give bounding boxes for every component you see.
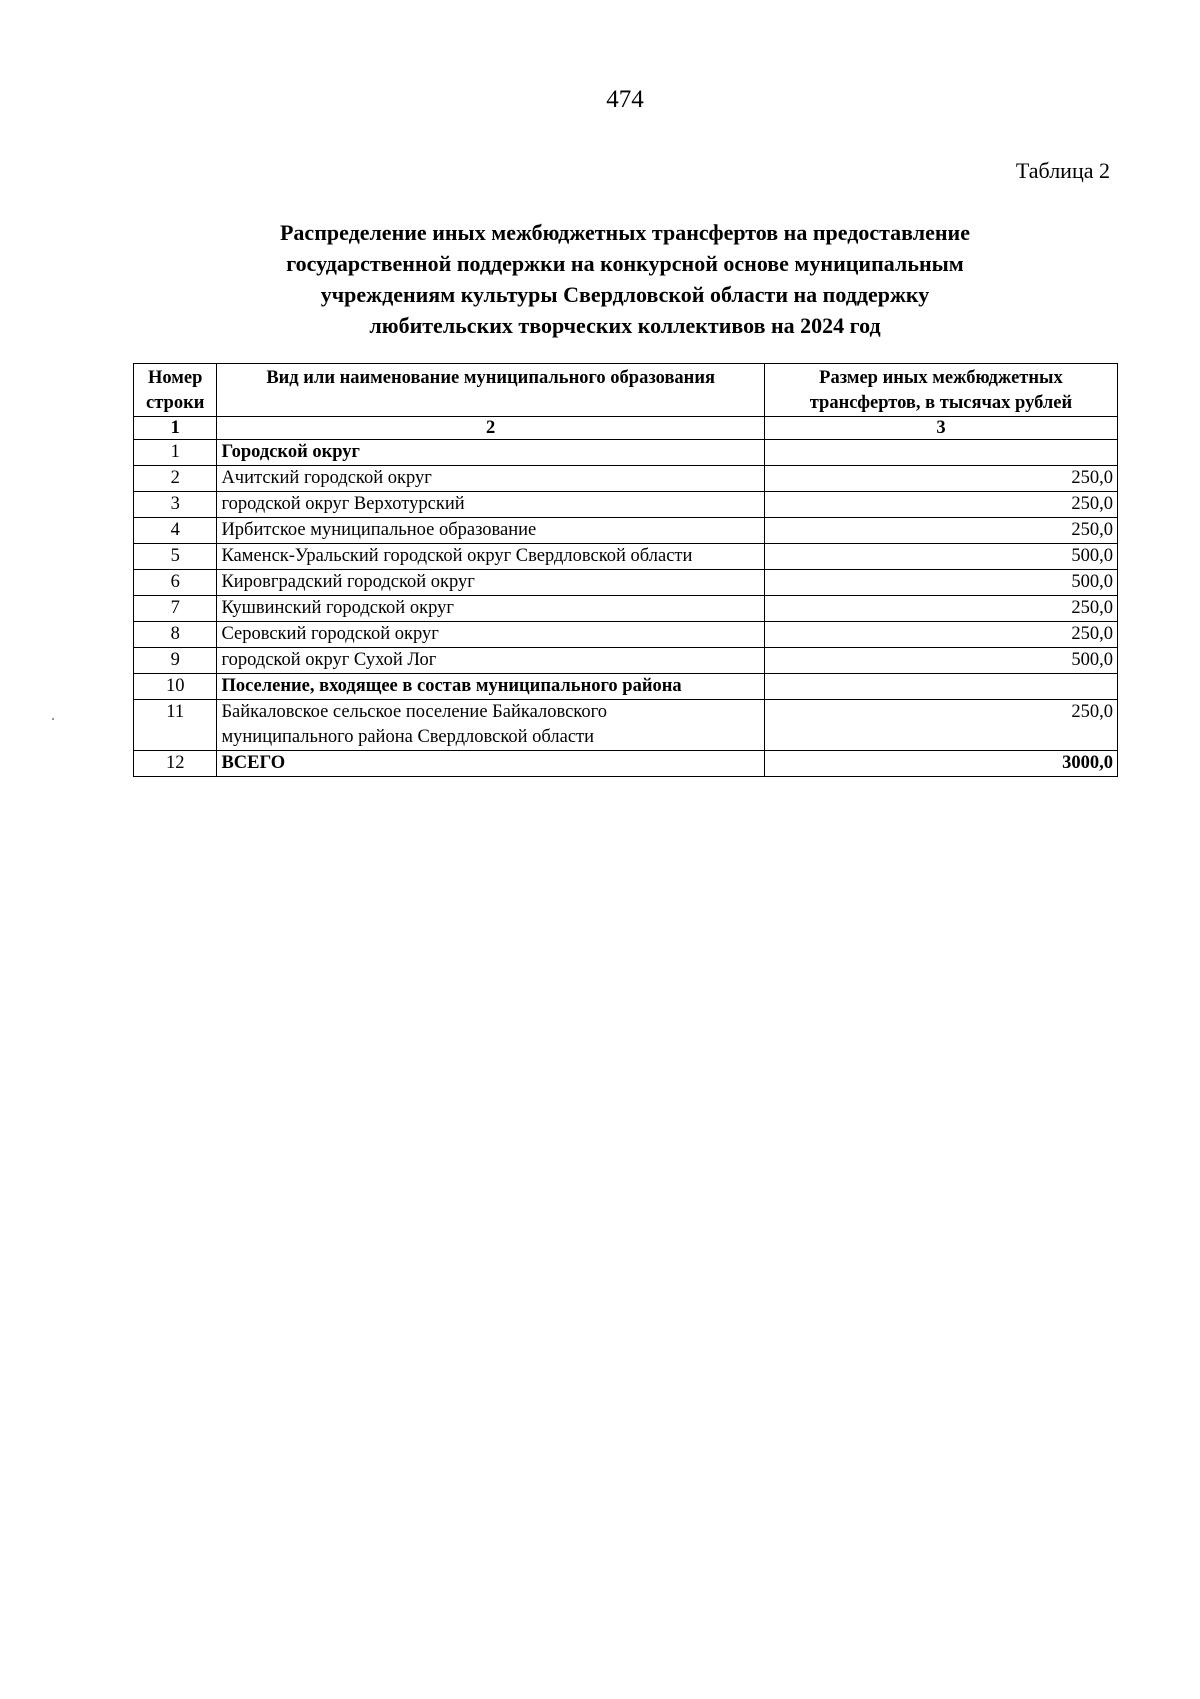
row-number-cell: 9 [134, 648, 217, 674]
column-number: 3 [764, 417, 1117, 440]
table-row [134, 700, 1118, 751]
table-row [134, 570, 1118, 596]
table-label: Таблица 2 [1015, 158, 1110, 183]
title-line: государственной поддержки на конкурсной основе муниципальным [286, 251, 964, 276]
municipality-name-cell: Кушвинский городской округ [217, 596, 764, 622]
table-row [134, 492, 1118, 518]
amount-cell: 500,0 [764, 544, 1117, 570]
header-row-number [134, 364, 217, 417]
column-numbers-row [134, 417, 1118, 440]
table-row [134, 596, 1118, 622]
amount-cell: 250,0 [764, 466, 1117, 492]
municipality-name-cell: Каменск-Уральский городской округ Свердловской области [217, 544, 764, 570]
table-body [134, 440, 1118, 777]
row-number-cell: 6 [134, 570, 217, 596]
table-row [134, 674, 1118, 700]
row-number-cell: 4 [134, 518, 217, 544]
row-number-cell: 1 [134, 440, 217, 466]
amount-cell: 250,0 [764, 596, 1117, 622]
table-row [134, 751, 1118, 777]
header-amount-line2: трансфертов, в тысячах рублей [809, 393, 1073, 413]
row-number-cell: 11 [134, 700, 217, 751]
row-number-cell: 7 [134, 596, 217, 622]
table-row [134, 518, 1118, 544]
amount-cell [764, 440, 1117, 466]
amount-cell: 250,0 [764, 492, 1117, 518]
amount-cell: 500,0 [764, 648, 1117, 674]
amount-cell: 500,0 [764, 570, 1117, 596]
table-row [134, 440, 1118, 466]
row-number-cell: 8 [134, 622, 217, 648]
row-number-cell: 10 [134, 674, 217, 700]
column-number: 1 [134, 417, 217, 440]
amount-cell: 3000,0 [764, 751, 1117, 777]
header-municipality: Вид или наименование муниципального образования [217, 364, 764, 417]
document-title [175, 217, 1075, 341]
amount-cell: 250,0 [764, 518, 1117, 544]
municipality-name-cell: городской округ Сухой Лог [217, 648, 764, 674]
municipality-name-cell: Кировградский городской округ [217, 570, 764, 596]
scan-speck [52, 718, 54, 720]
row-number-cell: 3 [134, 492, 217, 518]
municipality-name-cell: Ирбитское муниципальное образование [217, 518, 764, 544]
column-number: 2 [217, 417, 764, 440]
title-line: учреждениям культуры Свердловской области на поддержку [320, 282, 930, 307]
header-amount-line1: Размер иных межбюджетных [819, 368, 1063, 388]
municipality-name-cell: Поселение, входящее в состав муниципального района [217, 674, 764, 700]
table-row [134, 622, 1118, 648]
municipality-name-cell: ВСЕГО [217, 751, 764, 777]
row-number-cell: 5 [134, 544, 217, 570]
page-number: 474 [606, 86, 644, 113]
municipality-name-cell [217, 700, 764, 751]
municipality-name-cell: Городской округ [217, 440, 764, 466]
row-number-cell: 2 [134, 466, 217, 492]
title-line: любительских творческих коллективов на 2024 год [369, 313, 881, 338]
municipality-name-line: Байкаловское сельское поселение Байкаловского [221, 702, 607, 722]
header-row-number-line1: Номер [148, 368, 203, 388]
amount-cell: 250,0 [764, 622, 1117, 648]
transfers-table [133, 363, 1118, 777]
title-line: Распределение иных межбюджетных трансфертов на предоставление [279, 220, 970, 245]
row-number-cell: 12 [134, 751, 217, 777]
municipality-name-cell: городской округ Верхотурский [217, 492, 764, 518]
table-row [134, 648, 1118, 674]
amount-cell: 250,0 [764, 700, 1117, 751]
header-amount [764, 364, 1117, 417]
header-row-number-line2: строки [146, 393, 205, 413]
municipality-name-line: муниципального района Свердловской области [221, 727, 595, 747]
table-row [134, 544, 1118, 570]
municipality-name-cell: Серовский городской округ [217, 622, 764, 648]
municipality-name-cell: Ачитский городской округ [217, 466, 764, 492]
table-row [134, 466, 1118, 492]
amount-cell [764, 674, 1117, 700]
table-header-row [134, 364, 1118, 417]
